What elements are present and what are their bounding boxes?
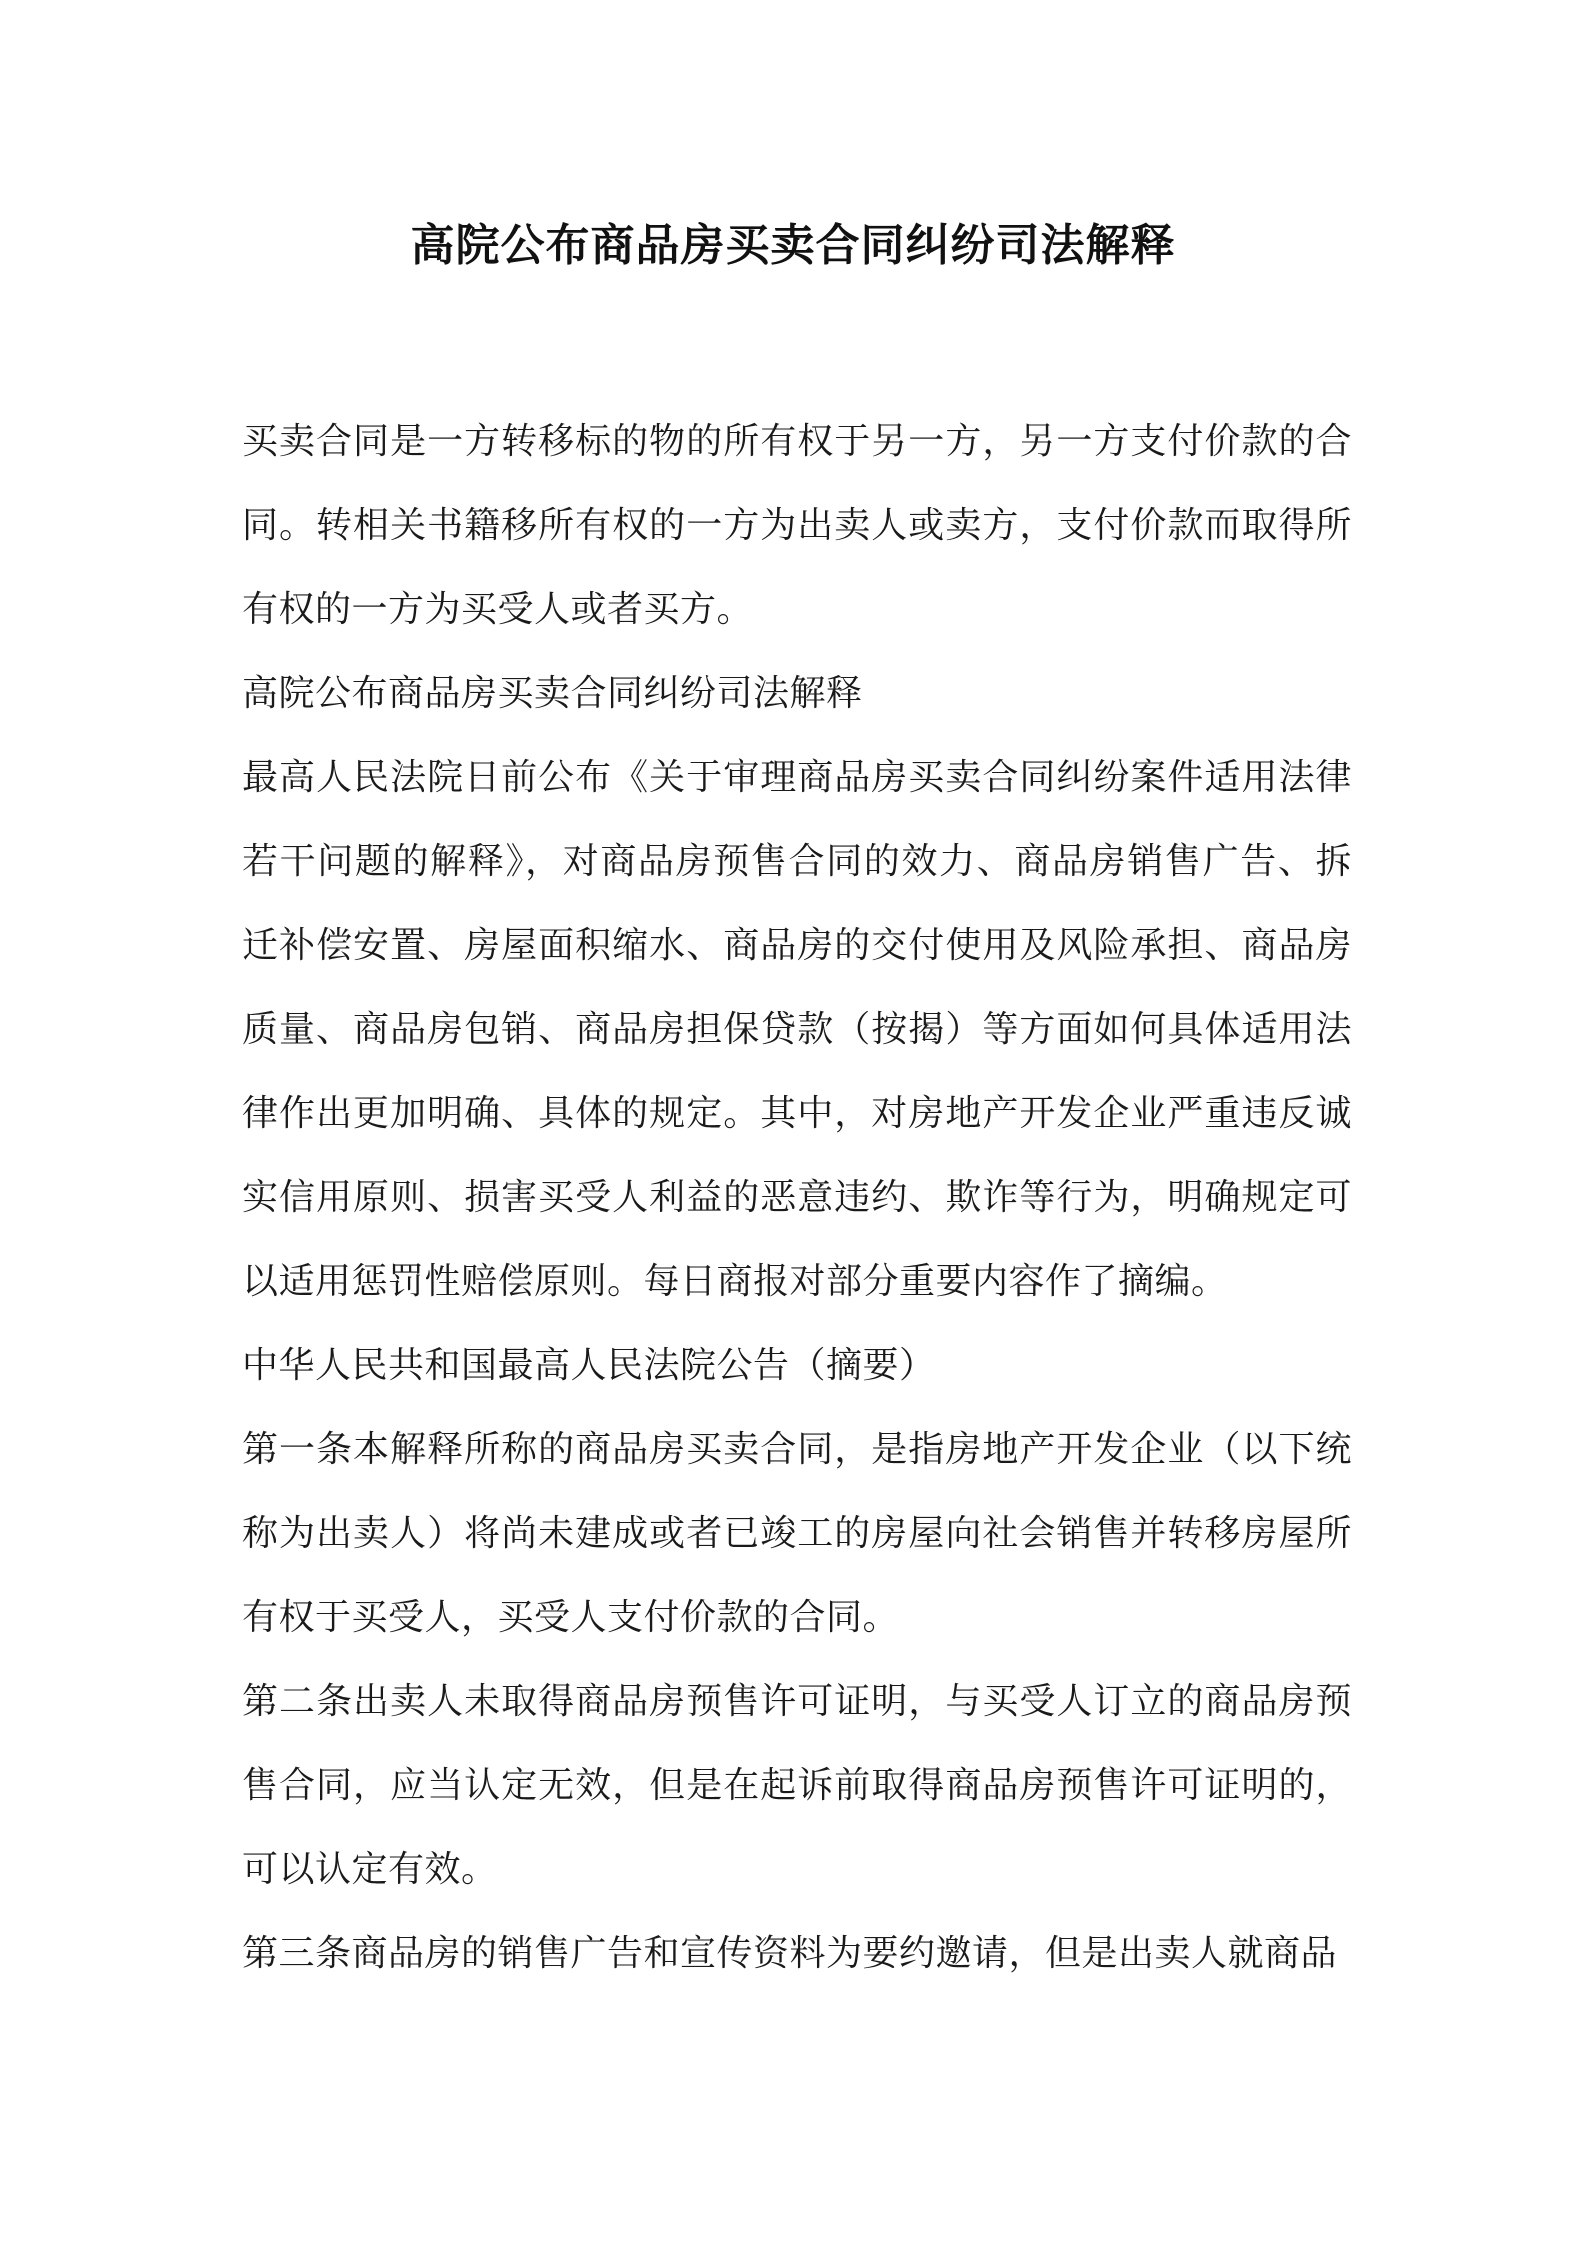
paragraph-definition: 买卖合同是一方转移标的物的所有权于另一方，另一方支付价款的合同。转相关书籍移所有权的一方为出卖人或卖方，支付价款而取得所有权的一方为买受人或者买方。 bbox=[242, 421, 1352, 630]
paragraph-subheading: 高院公布商品房买卖合同纠纷司法解释 bbox=[242, 673, 863, 714]
paragraph-article-3: 第三条商品房的销售广告和宣传资料为要约邀请，但是出卖人就商品 bbox=[242, 1933, 1338, 1974]
paragraph-announcement: 最高人民法院日前公布《关于审理商品房买卖合同纠纷案件适用法律若干问题的解释》，对商品房预售合同的效力、商品房销售广告、拆迁补偿安置、房屋面积缩水、商品房的交付使用及风险承担、商品房质量、商品房包销、商品房担保贷款（按揭）等方面如何具体适用法律作出更加明确、具体的规定。其中，对房地产开发企业严重违反诚实信用原则、损害买受人利益的恶意违约、欺诈等行为，明确规定可以适用惩罚性赔偿原则。每日商报对部分重要内容作了摘编。 bbox=[242, 757, 1352, 1302]
paragraph-article-2: 第二条出卖人未取得商品房预售许可证明，与买受人订立的商品房预售合同，应当认定无效，但是在起诉前取得商品房预售许可证明的，可以认定有效。 bbox=[242, 1681, 1352, 1890]
document-title: 高院公布商品房买卖合同纠纷司法解释 bbox=[410, 220, 1176, 271]
paragraph-article-1: 第一条本解释所称的商品房买卖合同，是指房地产开发企业（以下统称为出卖人）将尚未建成或者已竣工的房屋向社会销售并转移房屋所有权于买受人，买受人支付价款的合同。 bbox=[242, 1429, 1352, 1638]
paragraph-notice-heading: 中华人民共和国最高人民法院公告（摘要） bbox=[242, 1345, 936, 1386]
document-body bbox=[242, 400, 1352, 1996]
